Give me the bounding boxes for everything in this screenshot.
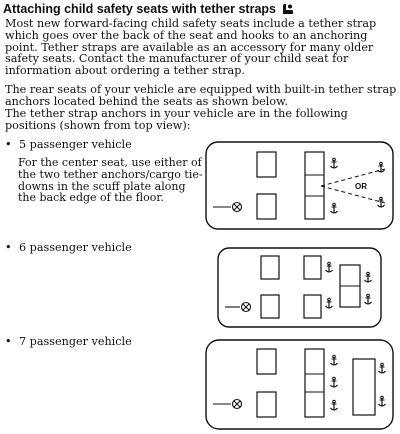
steering-wheel-icon [242, 303, 251, 312]
anchor-icon [331, 355, 338, 365]
bullet-label: 5 passenger vehicle [19, 138, 132, 151]
section-heading-text: Attaching child safety seats with tether straps [3, 2, 276, 16]
anchor-icon [379, 396, 386, 406]
anchor-icon [365, 272, 372, 282]
anchor-icon [378, 162, 385, 172]
bullet-7-passenger [5, 336, 132, 348]
steering-wheel-icon [233, 203, 242, 212]
section-heading [3, 2, 295, 18]
bullet-5-passenger [5, 139, 132, 151]
bullet-6-passenger [5, 242, 132, 254]
bullet-dot: • [5, 335, 12, 348]
bullet-dot: • [5, 241, 12, 254]
anchors-paragraph: The rear seats of your vehicle are equipped with built-in tether strap anchors located behind the seats as shown below. [5, 83, 397, 108]
anchor-icon [326, 298, 333, 308]
anchor-icon [379, 363, 386, 373]
anchor-icon [331, 377, 338, 387]
anchor-icon [326, 262, 333, 272]
diagram-6-passenger [217, 247, 383, 329]
bullet-dot: • [5, 138, 12, 151]
anchor-icon [365, 294, 372, 304]
bullet-label: 7 passenger vehicle [19, 335, 132, 348]
diagram-5-passenger [205, 141, 395, 231]
anchor-icon [331, 203, 338, 213]
diagram-7-passenger [205, 339, 395, 431]
anchor-icon [331, 158, 338, 168]
child-seat-icon [281, 3, 295, 18]
intro-paragraph: Most new forward-facing child safety seats include a tether strap which goes over the back of the seat and hooks to an anchoring point. Tether straps are available as an accessory for many older safety seats. Contact the manufacturer of your child seat for information about ordering a tether strap. [5, 17, 377, 78]
anchor-icon [331, 400, 338, 410]
bullet-label: 6 passenger vehicle [19, 241, 132, 254]
positions-paragraph: The tether strap anchors in your vehicle are in the following positions (shown from top view): [5, 107, 348, 132]
center-seat-note: For the center seat, use either of the two tether anchors/cargo tie-downs in the scuff plate along the back edge of the floor. [18, 156, 203, 205]
steering-wheel-icon [233, 400, 242, 409]
or-label: OR [355, 182, 367, 191]
